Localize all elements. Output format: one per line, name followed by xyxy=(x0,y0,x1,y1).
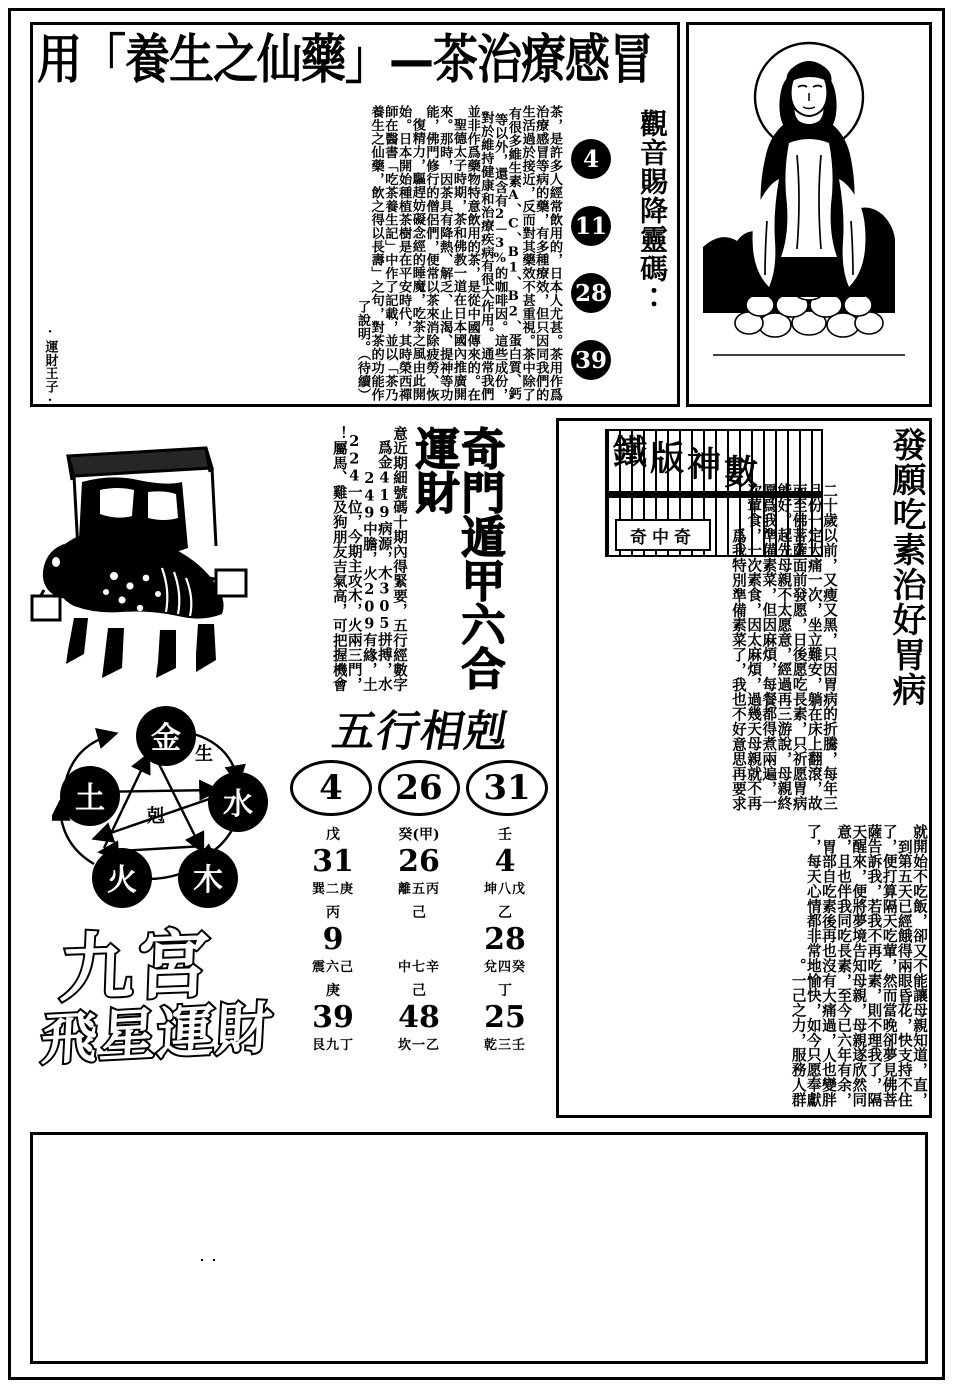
jiugong-cell xyxy=(462,904,548,982)
vegetarian-story-title: 發願吃素治好胃病 xyxy=(886,427,926,707)
cell-number: 39 xyxy=(312,1000,354,1035)
vegetarian-story-upper-wrap xyxy=(563,473,837,813)
jiugong-cell xyxy=(462,982,548,1060)
qimen-body-wrap xyxy=(235,424,407,694)
wuxing-numbers-block xyxy=(290,708,548,1108)
cell-trigram: 兌四癸 xyxy=(483,960,526,975)
cell-number: 31 xyxy=(312,844,354,879)
oracle-ball: 28 xyxy=(571,273,611,313)
vegetarian-story-lower: ，就開始不吃飯，卻又不能讓母親知道，直到第五天已經餓得兩眼昏花，快支持不住了，便打算隔天吃葷，然而當晚卻夢見佛菩薩告訴我，若我不再吃素，則不理我了，隔天醒來，便將夢境告知母親，母親遂欣然同意，且也伴我同吃長素，至今已六年有余，胃部自吃素後再也沒有大痛過，人也變胖了，每天心情都非常地愉快，如今只愿奉獻一己之力，服務人群。 xyxy=(789,824,928,1107)
jiugong-cell xyxy=(376,904,462,982)
jiugong-cell xyxy=(462,826,548,904)
vegetarian-story-panel xyxy=(556,418,932,1118)
tieban-char: 版 xyxy=(650,439,687,479)
cell-number xyxy=(376,922,462,958)
paper-speck xyxy=(201,1259,203,1261)
wuxing-label-sheng: 生 xyxy=(195,744,213,765)
cell-number: 48 xyxy=(398,1000,440,1035)
cell-trigram: 艮九丁 xyxy=(311,1038,354,1053)
cell-stem: 己 xyxy=(412,905,426,921)
page-border-right xyxy=(942,8,945,1380)
oracle-title: 觀音賜降靈碼∶ xyxy=(636,109,669,312)
vegetarian-story-lower-wrap xyxy=(563,821,927,1109)
qimen-section xyxy=(30,418,550,1118)
oracle-ball: 39 xyxy=(571,340,611,380)
jiugong-cell xyxy=(290,826,376,904)
wuxing-oval: 4 xyxy=(290,760,372,816)
wuxing-label-ke: 剋 xyxy=(147,806,165,827)
tea-article-panel xyxy=(30,22,680,407)
jiugong-line-2: 飛星運財 xyxy=(39,994,277,1074)
wuxing-node-fire: 火 xyxy=(107,863,137,898)
jiugong-line-1: 九宮 xyxy=(58,921,214,1013)
cell-stem: 丁 xyxy=(498,983,512,999)
jiugong-grid-row xyxy=(290,826,548,904)
wuxing-node-earth: 土 xyxy=(75,781,105,816)
vegetarian-story-upper: 二十歲以前，又瘦又黑，只因胃病的折騰，每年三月份一定大痛一次，坐立難安，躺在床上翻滾，故而至佛菩薩面前發愿，日後愿吃長素，只祈愿胃病能好。起先母親不太愿意，經過再三游說，母親終愿爲我準備素菜，但因麻煩，每餐都得煮兩遍，一次葷食，一次素食，因太麻煩，過幾天母親就不再爲我特別準備素菜了，我也不好意思再要求 xyxy=(729,483,838,811)
oracle-ball-list xyxy=(571,139,617,407)
jiugong-cell xyxy=(290,982,376,1060)
oracle-ball: 11 xyxy=(571,206,611,246)
page-border-top xyxy=(8,8,945,11)
jiugong-grid xyxy=(290,826,548,1060)
tieban-char: 數 xyxy=(724,453,761,493)
five-elements-wheel xyxy=(52,698,287,908)
wuxing-heading: 五行相剋 xyxy=(328,707,514,757)
tieban-char: 鐵 xyxy=(613,433,650,473)
jiugong-grid-row xyxy=(290,982,548,1060)
cell-stem: 庚 xyxy=(326,983,340,999)
page-border-bottom xyxy=(8,1377,945,1380)
cell-stem: 癸(甲) xyxy=(398,827,440,843)
cell-number: 4 xyxy=(494,844,516,879)
jiugong-grid-row xyxy=(290,904,548,982)
jiugong-cell xyxy=(290,904,376,982)
cell-trigram: 坎一乙 xyxy=(397,1038,440,1053)
wuxing-oval-row xyxy=(290,760,548,816)
cell-stem: 戊 xyxy=(326,827,340,843)
paper-speck xyxy=(213,1259,215,1261)
oracle-numbers-block xyxy=(567,109,667,409)
wuxing-oval: 26 xyxy=(378,760,460,816)
guanyin-illustration xyxy=(697,35,921,395)
bottom-empty-box xyxy=(30,1132,928,1364)
tieban-badge: 奇中奇 xyxy=(615,519,711,551)
qimen-title: 奇門遁甲六合運財 xyxy=(407,426,505,690)
tea-article-body: 茶，是許多人經常飲用的，日本人尤甚。茶用作爲治療感冒等病的藥，有多種療效，但只因同我們的生活過於接近，反而對其藥效不甚重視。茶中除了有很多維生素A、C、B1、B2、蛋白質、鈣等以外，還含有2－3%的咖啡因。這些成份，對於維持健康和治療疾病有很大作用。 通常我們並非作爲藥物特意飲用的茶，是從中國傳來的。在聖德太子時期，茶和佛教一道在日本國內推廣開來。那時，因茶具有降熱、解乏、止渴、提神等功能，佛門修行的僧侶們，便常以茶來消除疲勞、恢復精力，驅趕妨礙念經的睡魔，吃茶之風由此開始。日本開始種植茶樹是在平安時代，其時榮西禪師在醫書「吃茶養生記」中作了記載，並以「茶乃養生之仙藥，飲之得以長壽」之句，對茶的功能作了說明。（待續） xyxy=(354,104,562,401)
tea-article-body-wrap xyxy=(41,101,561,403)
cell-trigram: 巽二庚 xyxy=(311,882,354,897)
cell-trigram: 中七辛 xyxy=(397,960,440,975)
wuxing-node-metal: 金 xyxy=(151,721,181,756)
oracle-ball: 4 xyxy=(571,139,611,179)
tieban-char: 神 xyxy=(687,445,724,485)
cell-trigram: 坤八戊 xyxy=(483,882,526,897)
cell-trigram: 乾三壬 xyxy=(483,1038,526,1053)
cell-number: 9 xyxy=(322,922,344,957)
guanyin-image-panel xyxy=(686,22,932,407)
jiugong-cell xyxy=(376,826,462,904)
jiugong-title xyxy=(38,908,293,1108)
cell-trigram: 離五丙 xyxy=(397,882,440,897)
cell-number: 28 xyxy=(484,922,526,957)
cell-trigram: 震六己 xyxy=(311,960,354,975)
jiugong-cell xyxy=(376,982,462,1060)
tea-article-headline: 用「養生之仙藥」—茶治療感冒 xyxy=(37,28,654,91)
cell-number: 25 xyxy=(484,1000,526,1035)
qimen-body: 意近期細號碼十期內得緊要，五行經數字爲金419病源，木305拼搏，水249中膽，火209有緣，土224一位，今期主攻木，火兩三門，屬馬、雞及狗朋友吉氣高，可把握機會！ xyxy=(330,425,408,692)
wuxing-node-water: 水 xyxy=(223,787,253,822)
wuxing-node-wood: 木 xyxy=(193,863,223,898)
wuxing-oval: 31 xyxy=(466,760,548,816)
cell-stem: 丙 xyxy=(326,905,340,921)
tea-article-byline: ·運財王子· xyxy=(42,325,58,409)
cell-stem: 己 xyxy=(412,983,426,999)
cell-stem: 乙 xyxy=(498,905,512,921)
page-border-left xyxy=(8,8,11,1380)
cell-stem: 壬 xyxy=(498,827,512,843)
cell-number: 26 xyxy=(398,844,440,879)
chariot-illustration xyxy=(30,428,255,693)
